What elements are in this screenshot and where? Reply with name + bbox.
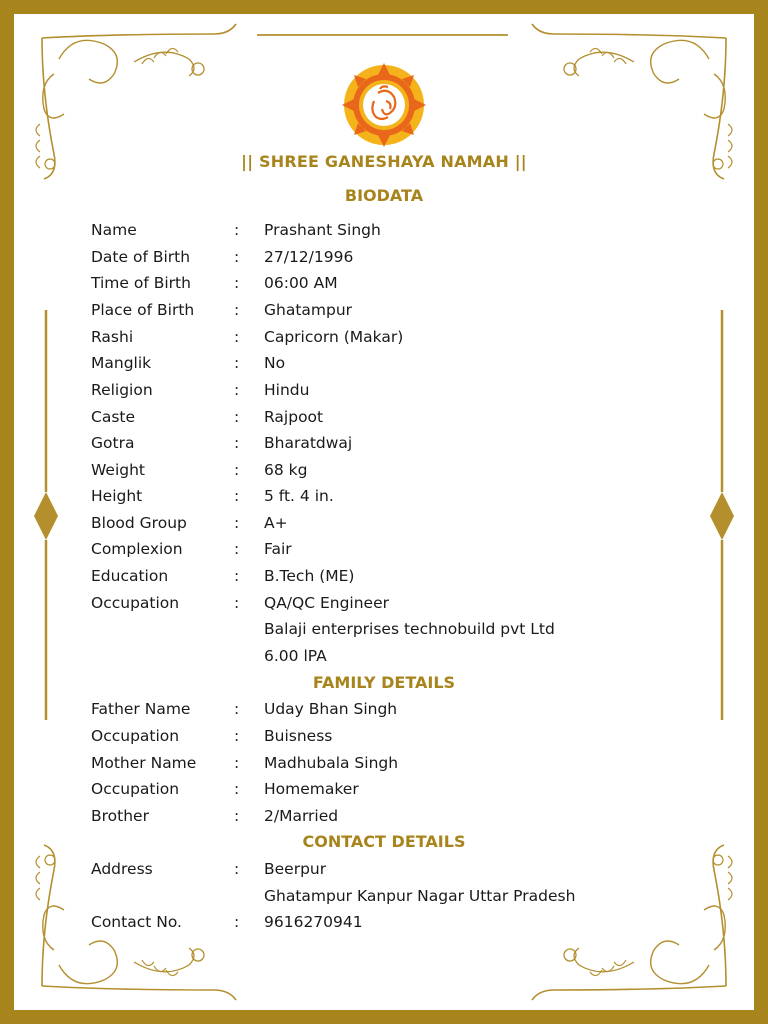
row-value: Madhubala Singh <box>264 754 399 772</box>
row-separator: : <box>234 328 240 346</box>
row-label: Contact No. <box>91 913 182 931</box>
address-line: Beerpur <box>264 860 327 878</box>
row-label: Religion <box>91 381 153 399</box>
row-value: No <box>264 354 286 372</box>
row-value: 68 kg <box>264 461 308 479</box>
detail-row <box>14 723 754 749</box>
row-value: Capricorn (Makar) <box>264 328 404 346</box>
row-value: Prashant Singh <box>264 221 381 239</box>
row-separator: : <box>234 461 240 479</box>
row-separator: : <box>234 754 240 772</box>
family-details-title: FAMILY DETAILS <box>312 673 456 692</box>
row-label: Height <box>91 487 143 505</box>
row-label: Occupation <box>91 780 180 798</box>
detail-row <box>14 350 754 376</box>
biodata-card <box>14 14 754 1010</box>
detail-row-continuation <box>14 616 754 642</box>
row-separator: : <box>234 567 240 585</box>
row-label: Caste <box>91 408 136 426</box>
row-label: Education <box>91 567 169 585</box>
detail-row <box>14 536 754 562</box>
row-value: Uday Bhan Singh <box>264 700 398 718</box>
row-separator: : <box>234 487 240 505</box>
row-separator: : <box>234 540 240 558</box>
row-separator: : <box>234 434 240 452</box>
biodata-title: BIODATA <box>344 186 424 205</box>
row-label: Mother Name <box>91 754 197 772</box>
row-separator: : <box>234 860 240 878</box>
row-value: A+ <box>264 514 288 532</box>
row-separator: : <box>234 381 240 399</box>
row-separator: : <box>234 807 240 825</box>
detail-row-continuation <box>14 883 754 909</box>
detail-row <box>14 457 754 483</box>
row-label: Place of Birth <box>91 301 195 319</box>
row-label: Manglik <box>91 354 152 372</box>
detail-row <box>14 696 754 722</box>
row-separator: : <box>234 248 240 266</box>
detail-row <box>14 430 754 456</box>
row-separator: : <box>234 780 240 798</box>
row-value: Rajpoot <box>264 408 324 426</box>
row-value: 06:00 AM <box>264 274 338 292</box>
row-label: Address <box>91 860 153 878</box>
detail-row <box>14 244 754 270</box>
row-separator: : <box>234 301 240 319</box>
row-value: Homemaker <box>264 780 359 798</box>
row-label: Rashi <box>91 328 134 346</box>
detail-row <box>14 856 754 882</box>
detail-row <box>14 483 754 509</box>
detail-row <box>14 563 754 589</box>
contact-details-title: CONTACT DETAILS <box>302 832 466 851</box>
detail-row <box>14 803 754 829</box>
detail-row <box>14 750 754 776</box>
row-label: Brother <box>91 807 149 825</box>
ganesha-emblem-icon <box>340 61 428 149</box>
detail-row <box>14 377 754 403</box>
row-value: QA/QC Engineer <box>264 594 390 612</box>
row-label: Time of Birth <box>91 274 191 292</box>
detail-row <box>14 270 754 296</box>
row-value: 27/12/1996 <box>264 248 354 266</box>
detail-row <box>14 324 754 350</box>
row-label: Gotra <box>91 434 135 452</box>
row-value: Hindu <box>264 381 310 399</box>
row-value: 5 ft. 4 in. <box>264 487 334 505</box>
detail-row-continuation <box>14 643 754 669</box>
detail-row <box>14 404 754 430</box>
row-separator: : <box>234 700 240 718</box>
detail-row <box>14 590 754 616</box>
row-value: Fair <box>264 540 292 558</box>
detail-row <box>14 909 754 935</box>
row-label: Date of Birth <box>91 248 191 266</box>
row-separator: : <box>234 354 240 372</box>
row-label: Occupation <box>91 594 180 612</box>
row-separator: : <box>234 514 240 532</box>
row-value: B.Tech (ME) <box>264 567 355 585</box>
row-label: Name <box>91 221 137 239</box>
row-label: Blood Group <box>91 514 187 532</box>
row-separator: : <box>234 274 240 292</box>
contact-number: 9616270941 <box>264 913 363 931</box>
invocation-heading: || SHREE GANESHAYA NAMAH || <box>241 152 527 171</box>
row-value: Bharatdwaj <box>264 434 353 452</box>
row-value: Balaji enterprises technobuild pvt Ltd <box>264 620 555 638</box>
detail-row <box>14 776 754 802</box>
row-separator: : <box>234 221 240 239</box>
row-value: 6.00 lPA <box>264 647 327 665</box>
row-value: Buisness <box>264 727 333 745</box>
detail-row <box>14 510 754 536</box>
detail-row <box>14 217 754 243</box>
row-label: Weight <box>91 461 146 479</box>
row-label: Complexion <box>91 540 183 558</box>
row-separator: : <box>234 727 240 745</box>
row-value: 2/Married <box>264 807 339 825</box>
address-line: Ghatampur Kanpur Nagar Uttar Pradesh <box>264 887 576 905</box>
detail-row <box>14 297 754 323</box>
row-separator: : <box>234 913 240 931</box>
row-label: Father Name <box>91 700 191 718</box>
row-value: Ghatampur <box>264 301 353 319</box>
row-separator: : <box>234 408 240 426</box>
row-separator: : <box>234 594 240 612</box>
row-label: Occupation <box>91 727 180 745</box>
